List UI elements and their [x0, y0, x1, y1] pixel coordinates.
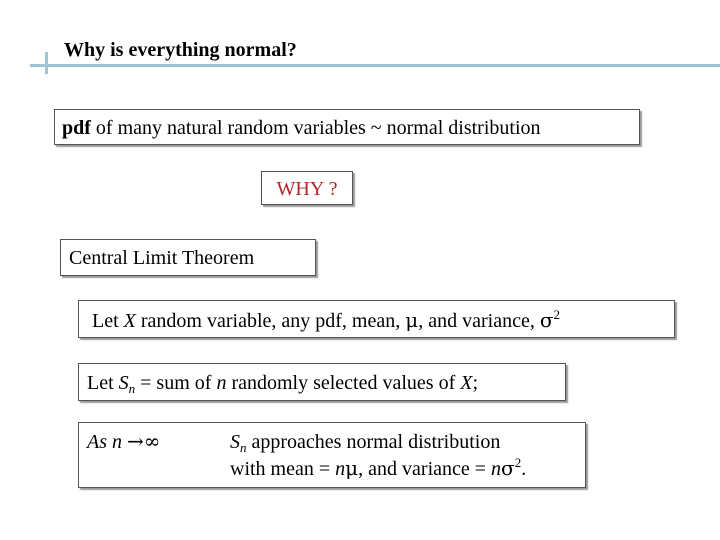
limit-result	[230, 429, 526, 482]
result-mean-label: with mean =	[230, 458, 336, 480]
sum-definition-box	[78, 363, 566, 401]
result-n-2: n	[491, 458, 502, 480]
clt-heading-box	[60, 239, 316, 276]
pdf-statement-box	[54, 109, 640, 145]
sum-var-x: X	[460, 372, 473, 394]
infinity-symbol: ∞	[143, 429, 161, 453]
premise-text-2: , and variance,	[418, 310, 540, 332]
limit-condition	[87, 429, 160, 454]
mu-symbol: μ	[405, 308, 419, 332]
premise-let: Let	[92, 310, 124, 332]
result-text-1: approaches normal distribution	[246, 431, 501, 453]
sum-text-2: randomly selected values of	[226, 372, 461, 394]
premise-var-x: X	[123, 310, 136, 332]
sum-let: Let	[87, 372, 119, 394]
sigma-exponent: 2	[553, 307, 560, 322]
pdf-statement-text: of many natural random variables ~ normal distribution	[90, 117, 541, 139]
clt-premise-box	[78, 300, 675, 338]
result-period: .	[521, 458, 527, 480]
slide-title: Why is everything normal?	[64, 39, 297, 61]
why-text: WHY ?	[276, 178, 338, 200]
title-underline	[30, 64, 720, 67]
as-n: As n	[87, 431, 127, 453]
sum-var-n: n	[216, 372, 227, 394]
why-box	[261, 171, 353, 205]
sum-var-s: S	[118, 372, 129, 394]
sum-text-3: ;	[472, 372, 479, 394]
result-sigma-exponent: 2	[514, 455, 522, 470]
result-line-2	[230, 455, 526, 482]
sum-subscript-n: n	[128, 381, 136, 396]
result-n-1: n	[335, 458, 346, 480]
arrow-right-icon: →	[127, 429, 144, 453]
sigma-symbol: σ	[539, 308, 554, 332]
sum-text: = sum of	[135, 372, 217, 394]
clt-heading: Central Limit Theorem	[69, 247, 255, 269]
premise-text: random variable, any pdf, mean,	[135, 310, 406, 332]
title-accent-tick	[45, 52, 48, 74]
result-variance-label: , and variance =	[358, 458, 492, 480]
result-line-1	[230, 429, 526, 455]
limit-conclusion-box	[78, 422, 586, 488]
pdf-term: pdf	[62, 117, 91, 139]
result-sigma-symbol: σ	[501, 456, 515, 480]
result-subscript-n: n	[240, 440, 247, 455]
result-var-s: S	[230, 431, 240, 453]
result-mu-symbol: μ	[345, 456, 359, 480]
